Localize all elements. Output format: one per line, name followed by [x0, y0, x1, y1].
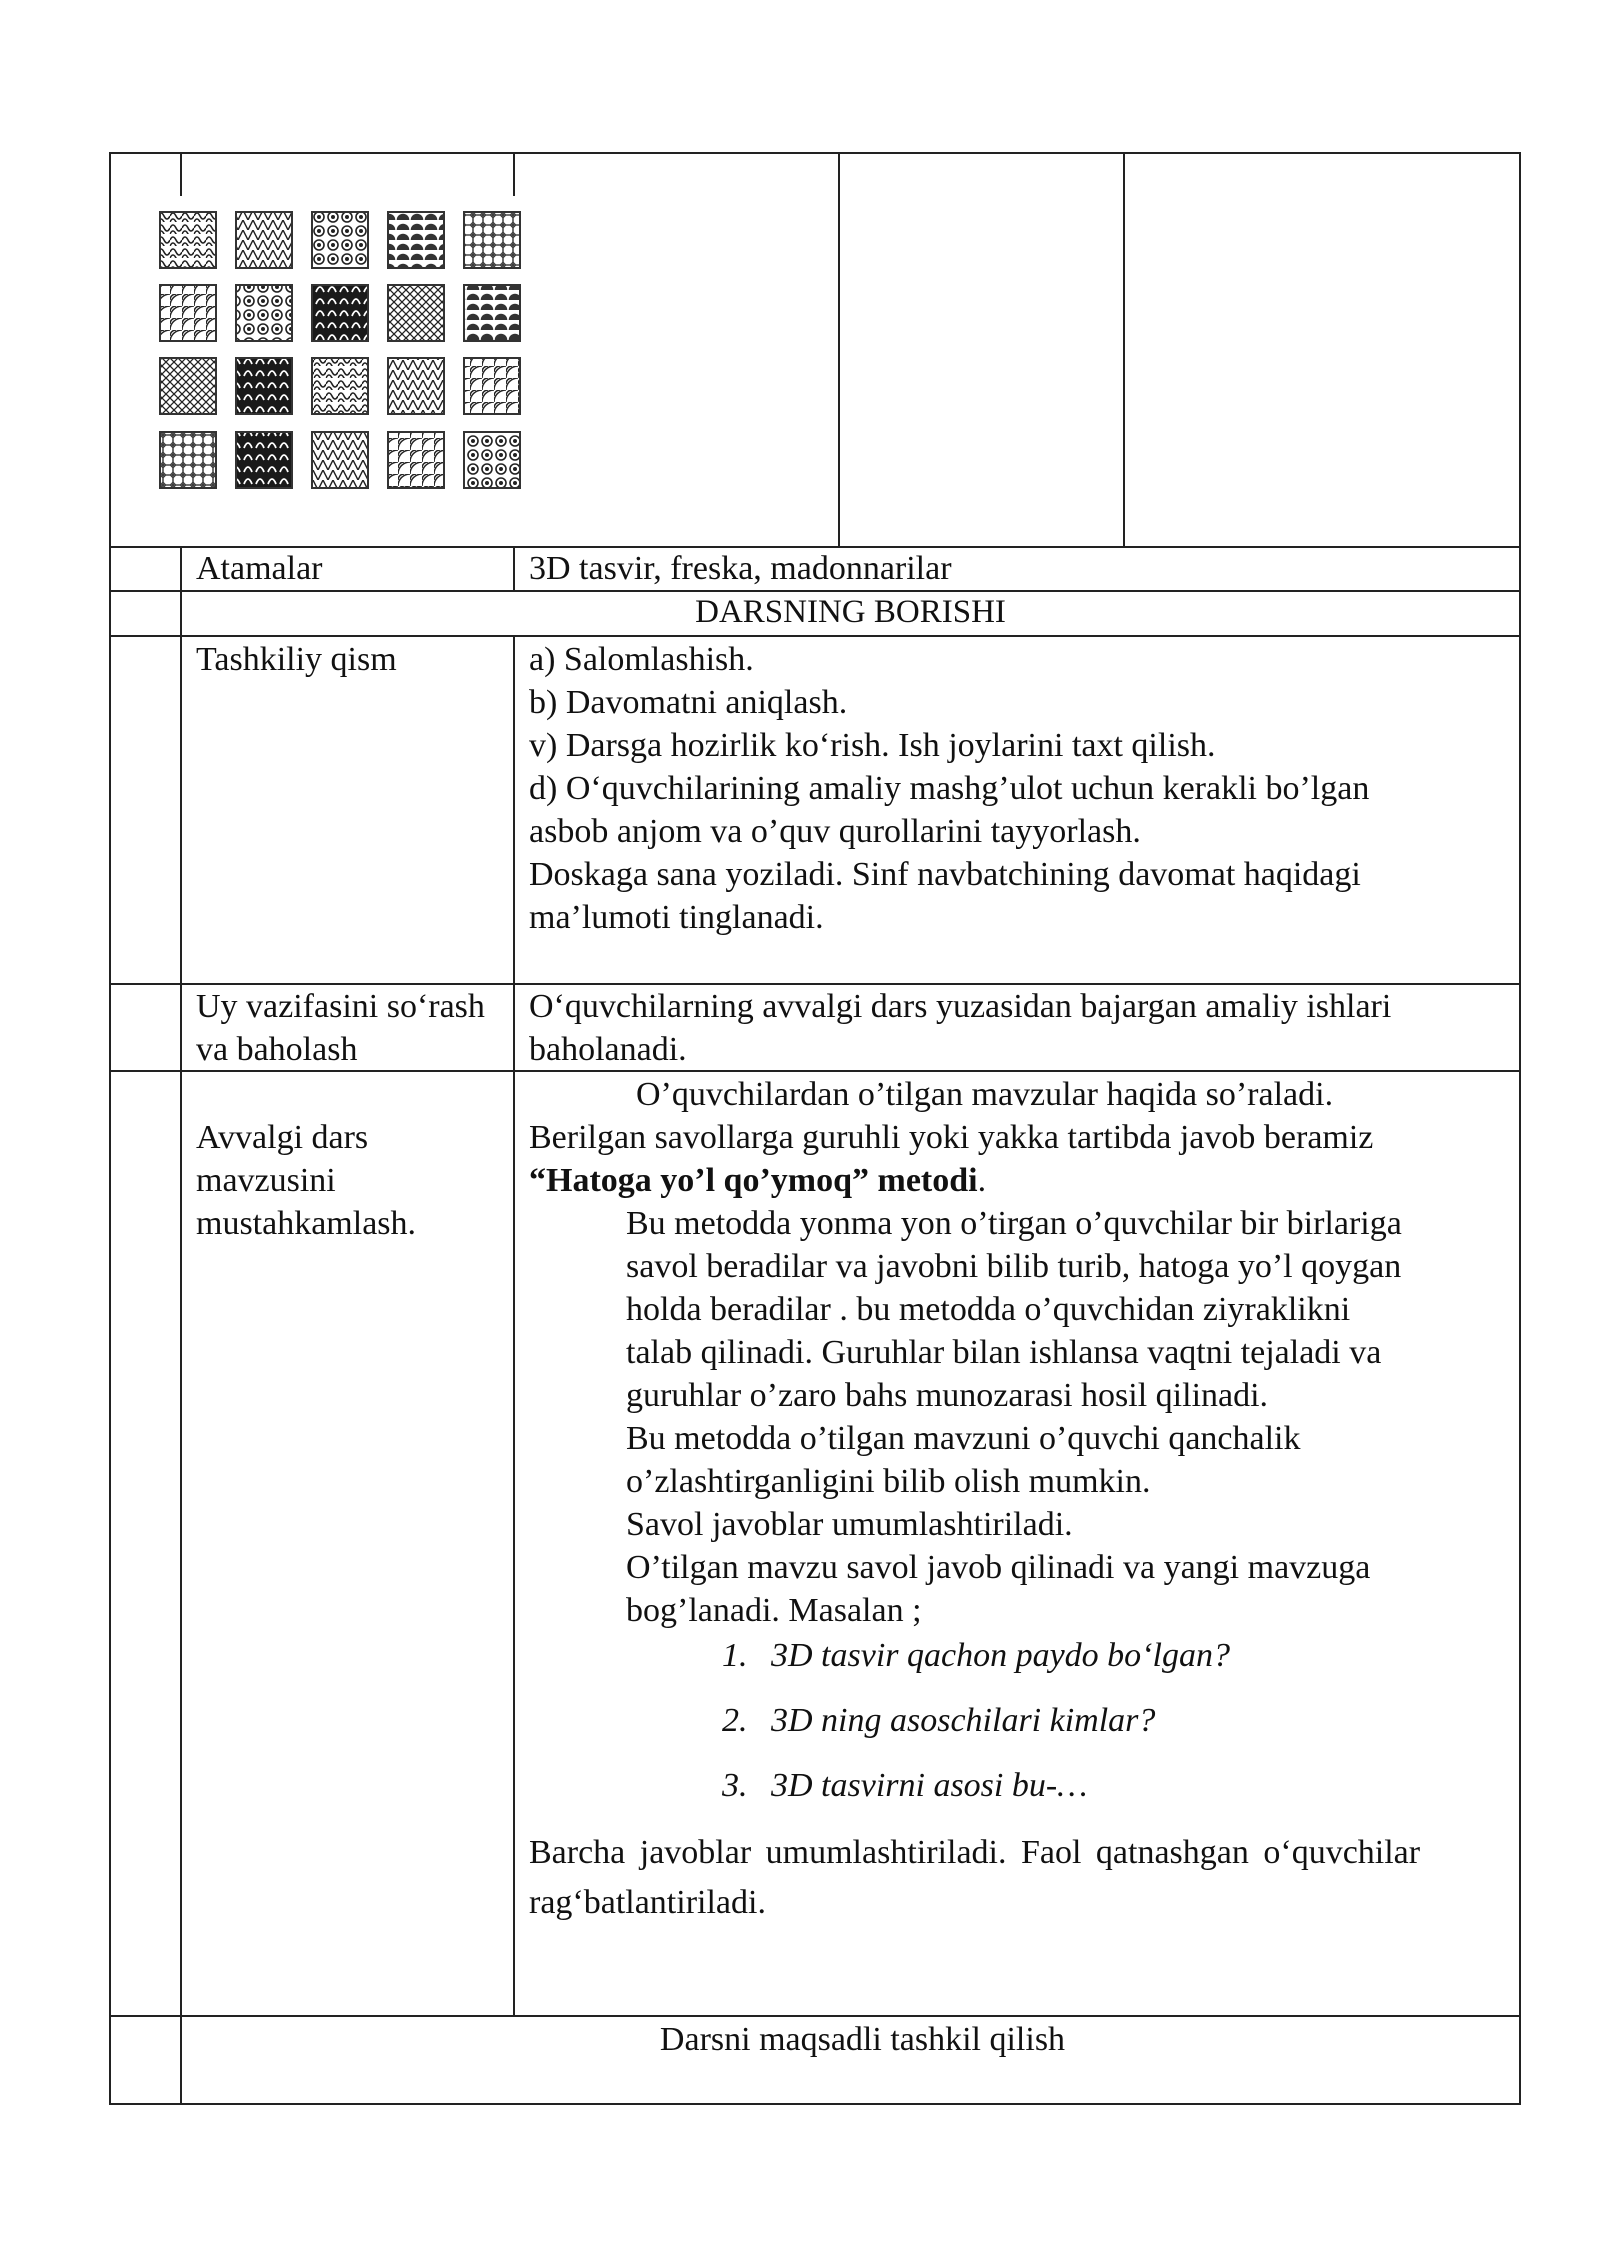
homework-label: va baholash — [196, 1031, 358, 1068]
org-label: Tashkiliy qism — [196, 641, 397, 678]
review-label: mavzusini — [196, 1162, 336, 1199]
method-name: “Hatoga yo’l qo’ymoq” metodi — [529, 1162, 978, 1199]
method-line: o’zlashtirganligini bilib olish mumkin. — [626, 1463, 1151, 1500]
org-line: asbob anjom va o’quv qurollarini tayyorlash. — [529, 813, 1141, 850]
question-number: 3. — [722, 1767, 748, 1804]
question-text: 3D tasvirni asosi bu-… — [771, 1767, 1088, 1804]
method-title — [529, 1159, 986, 1202]
method-period: . — [977, 1162, 987, 1199]
column-divider — [180, 152, 182, 196]
question-text: 3D tasvir qachon paydo bo‘lgan? — [771, 1637, 1230, 1674]
question-text: 3D ning asoschilari kimlar? — [771, 1702, 1156, 1739]
homework-text: baholanadi. — [529, 1031, 687, 1068]
section-heading: DARSNING BORISHI — [695, 594, 1006, 630]
terms-label: Atamalar — [196, 550, 323, 587]
method-line: savol beradilar va javobni bilib turib, hatoga yo’l qoygan — [626, 1248, 1402, 1285]
method-line: O’tilgan mavzu savol javob qilinadi va yangi mavzuga — [626, 1549, 1371, 1586]
table-border-left — [109, 152, 111, 2105]
method-line: Savol javoblar umumlashtiriladi. — [626, 1506, 1073, 1543]
method-line: talab qilinadi. Guruhlar bilan ishlansa vaqtni tejaladi va — [626, 1334, 1382, 1371]
homework-text: O‘quvchilarning avvalgi dars yuzasidan bajargan amaliy ishlari — [529, 988, 1392, 1025]
method-line: bog’lanadi. Masalan ; — [626, 1592, 922, 1629]
column-divider — [838, 152, 840, 548]
row-divider — [109, 2015, 1521, 2017]
summary-line: Barcha javoblar umumlashtiriladi. Faol qatnashgan o‘quvchilar — [529, 1834, 1421, 1871]
org-line: v) Darsga hozirlik ko‘rish. Ish joylarini taxt qilish. — [529, 727, 1216, 764]
terms-value: 3D tasvir, freska, madonnarilar — [529, 550, 952, 587]
review-label: Avvalgi dars — [196, 1119, 369, 1156]
homework-label: Uy vazifasini so‘rash — [196, 988, 485, 1025]
question-number: 2. — [722, 1702, 748, 1739]
org-line: ma’lumoti tinglanadi. — [529, 899, 824, 936]
org-line: b) Davomatni aniqlash. — [529, 684, 848, 721]
review-intro: Berilgan savollarga guruhli yoki yakka tartibda javob beramiz — [529, 1119, 1374, 1156]
table-border-right — [1519, 152, 1521, 2105]
org-line: a) Salomlashish. — [529, 641, 754, 678]
table-border-top — [109, 152, 1521, 154]
method-line: guruhlar o’zaro bahs munozarasi hosil qilinadi. — [626, 1377, 1269, 1414]
column-divider — [180, 546, 182, 2105]
row-divider — [109, 635, 1521, 637]
org-line: Doskaga sana yoziladi. Sinf navbatchining davomat haqidagi — [529, 856, 1361, 893]
footer-heading: Darsni maqsadli tashkil qilish — [659, 2021, 1066, 2058]
table-border-bottom — [109, 2103, 1521, 2105]
column-divider — [513, 152, 515, 196]
review-label: mustahkamlash. — [196, 1205, 417, 1242]
review-intro: O’quvchilardan o’tilgan mavzular haqida so’raladi. — [636, 1076, 1334, 1113]
question-number: 1. — [722, 1637, 748, 1674]
method-line: Bu metodda o’tilgan mavzuni o’quvchi qanchalik — [626, 1420, 1301, 1457]
method-line: Bu metodda yonma yon o’tirgan o’quvchilar bir birlariga — [626, 1205, 1402, 1242]
column-divider — [1123, 152, 1125, 548]
summary-line: rag‘batlantiriladi. — [529, 1884, 766, 1921]
column-divider — [513, 635, 515, 2017]
method-line: holda beradilar . bu metodda o’quvchidan ziyraklikni — [626, 1291, 1351, 1328]
org-line: d) O‘quvchilarining amaliy mashg’ulot uchun kerakli bo’lgan — [529, 770, 1370, 807]
pattern-tiles-image — [158, 210, 524, 492]
column-divider — [513, 546, 515, 592]
